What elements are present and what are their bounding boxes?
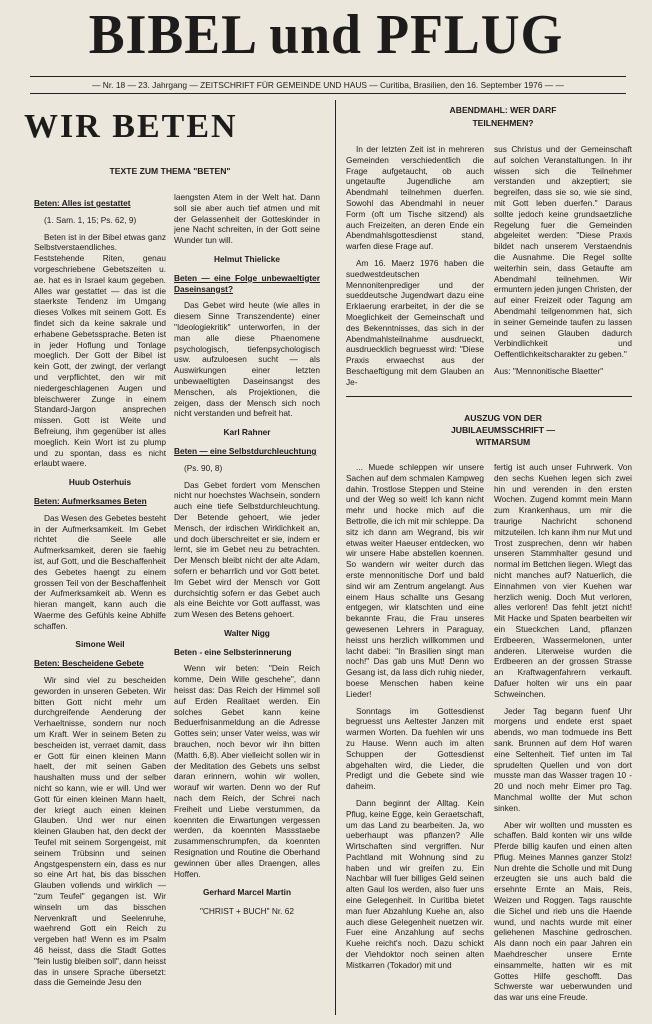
paragraph: ... Muede schleppen wir unsere Sachen auf dem schmalen Kampweg dahin. Trostlose Steppen und Steine und der Weg so weit! Ich kann nicht mehr und hocke mich auf die Bettrolle, die ich mit mir schleppe. Da sitz ich dann am Wegrand, bis wir etwas weiter Haeuser entdecken, wo wir unsere Habe abstellen koennen. So wandern wir weiter durch das erste mennonitische Dorf und bald sind wir am Zentrum angelangt. Aus einem Haus schallte uns Gesang entgegen, wir klatschten und eine bekannte Frau, die Frau unseres gewesenen Lehrers in Paraguay, heisst uns herzlich willkommen und lacht dabei: "In Brasilien singt man noch!" Das gab uns Mut! Denn wo Gesang ist, da lass dich ruhig nieder, boese Menschen haben keine Lieder! xyxy=(346,462,484,699)
author-name: Simone Weil xyxy=(75,639,125,650)
auszug-column-1 xyxy=(346,462,484,977)
subheading: Beten — eine Selbstdurchleuchtung xyxy=(174,445,317,456)
paragraph: Jeder Tag begann fuenf Uhr morgens und endete erst spaet abends, wo man todmuede ins Bett sank. Brunnen auf dem Hof waren eine Seltenheit. Tief unten im Tal sprudelten Quellen und von dort musste man das Wasser tragen 10 - 20 und noch mehr Eimer pro Tag. Manchmal wollte der Mut schon sinken. xyxy=(494,705,632,813)
paragraph: laengsten Atem in der Welt hat. Dann soll sie aber auch tief atmen und mit der Gelassenheit der Gotteskinder in jene Nacht schreiten, in der Gott seine Wunder tun will. xyxy=(174,192,320,246)
subheading: Beten: Aufmerksames Beten xyxy=(34,495,147,506)
paragraph: Wir sind viel zu bescheiden geworden in unseren Gebeten. Wir bitten Gott nicht mehr um durchgreifende Aenderung der Verhaeltnisse, sondern nur noch um Kraft. Wer in seinem Beten zu bescheiden ist, verraet damit, dass er Gott für einen kleinen Mann haelt, der mit seinen Gaben haushalten muss und der selber nicht so kann, wie er will. Und wer Gott für einen kleinen Mann haelt, der kriegt auch einen kleinen Glauben. Und wer nur einen kleinen Glauben hat, den deckt der Teufel mit seinem Sorgengeist, mit seinem Trübsinn und seinen Angstgespenstern ein, dass es nur so eine Art hat, bis das bisschen Glauben vollends und wirklich — "zum Teufel" gegangen ist. Wir winseln um das bisschen Nervenkraft und Seelenruhe, waehrend Gott ein Reich zu vergeben hat! Wenn es im Psalm 46 heisst, dass die Stadt Gottes "fein lustig bleiben soll", dann heisst das in unsere Sprache übersetzt: dass die Gemeinde Jesu den xyxy=(34,675,166,988)
bible-reference: (Ps. 90, 8) xyxy=(184,462,223,473)
paragraph: Dann beginnt der Alltag. Kein Pflug, keine Egge, kein Geraetschaft, um das Land zu bearbeiten. Ja, wo ueberhaupt was pflanzen? Alle Wirtschaften sind vergriffen. Nur Pachtland mit Wohnung sind zu haben und wir greifen zu. Ein Nachbar will fuer billiges Geld seinen alten Gaul los werden, also fuer uns eine Gelegenheit. In Curitiba bietet man fuer Abzahlung Kuehe an, also auch diese Gelegenheit nuetzen wir. Fuer eine Anzahlung auf sechs Kuehe reicht's noch. Dazu schickt der Viehdoktor noch seinen alten Mistkarren (Tokador) mit und xyxy=(346,797,484,970)
paragraph: sus Christus und der Gemeinschaft auf solchen Veranstaltungen. In ihr wissen sich die Teilnehmer verstanden und akzeptiert; sie begreifen, dass sie so, wie sie sind, mit Gott leben duerfen." Daraus sollte jedoch keine grundsaetzliche Regelung fuer die Gemeinden abgeleitet werden: "Diese Praxis bildet nach unserem Verstaendnis die Ausnahme. Die Regel sollte weiterhin sein, dass Getaufte am Abendmahl teilnehmen. Wir ermuntern jeden jungen Christen, der auf einer Freizeit oder Tagung am Abendmahl teilgenommen hat, sich in seiner Gemeinde taufen zu lassen und seinen Glauben dadurch Verbindlichkeit und Oeffentlichkeitscharakter zu geben." xyxy=(494,144,632,360)
author-name: Walter Nigg xyxy=(224,627,270,638)
source-citation: "CHRIST + BUCH" Nr. 62 xyxy=(199,906,295,917)
subheading: Beten: Alles ist gestattet xyxy=(34,198,131,208)
subheading: Beten - eine Selbsterinnerung xyxy=(174,646,292,657)
paragraph: In der letzten Zeit ist in mehreren Gemeinden verschiedentlich die Frage aufgetaucht, ob auch ungetaufte Jugendliche am Abendmahl teilnehmen duerfen. Sowohl das Abendmahl in neuer Form (oft um Tische sitzend) als auch Freizeiten, an deren Ende ein Abendmahlsgottesdienst stand, warfen diese Frage auf. xyxy=(346,144,484,252)
subheading: Beten — eine Folge unbewaeltigter Daseinsangst? xyxy=(174,272,320,294)
section-divider xyxy=(346,396,632,397)
bible-reference: (1. Sam. 1, 15; Ps. 62, 9) xyxy=(44,214,137,225)
subheading: Beten: Bescheidene Gebete xyxy=(34,658,144,669)
paragraph: Aber wir wollten und mussten es schaffen. Bald konten wir uns wilde Pferde billig kaufen und einen alten Pflug. Meines Mannes ganzer Stolz! Nun drehte die Scholle und mit Dung erzeugten sie uns auch bald die ersehnte Ernte an Mais, Reis, Weizen und Roggen. Tags rauschte die Sichel und rieb uns die Haende wund, und nachts wurde mit einer geliehenen Maschine gedroschen. Als dann noch ein paar Jahren ein Maehdrescher unsere Ernte einsammelte, hatten wir es mit Gottes Hilfe geschofft. Das Schwerste war ueberwunden und das war uns eine Freude. xyxy=(494,819,632,1003)
author-name: Helmut Thielicke xyxy=(214,253,280,264)
author-name: Huub Osterhuis xyxy=(68,477,132,488)
abendmahl-column-2 xyxy=(494,144,632,383)
paragraph: fertig ist auch unser Fuhrwerk. Von den sechs Kuehen legen sich zwei hin und verenden in den ersten Wochen. Zugend kommt mein Mann zum Krankenhaus, um mir die traurige Nachricht schonend mitzuteilen. Ich kann ihm nur Mut und Trost zusprechen, denn wir haben unseren Stammhalter gesund und normal im Bettchen liegen. Wiegt das nicht manches auf? Natuerlich, die Einnahmen von vier Kuehen war herzlich wenig. Doch Mut verloren, alles verloren! Das fehlt jetzt nicht! Mit Hacke und Spaten bearbeiten wir ein Stueckchen Land, pflanzen Erdbeeren, Wassermelonen, unter anderen. Literweise wurden die Erdbeeren an der grossen Strasse an Kraftwagenfahrern verkauft. Dafuer holten wir uns ein paar Schweinchen. xyxy=(494,462,632,699)
column-1 xyxy=(34,192,166,994)
paragraph: Das Wesen des Gebetes besteht in der Aufmerksamkeit. Im Gebet richtet die Seele alle Aufmerksamkeit, deren sie faehig ist, auf Gott, und die Beschaffenheit des Gebetes haengt zu einem grossen Teil von der Beschaffenheit der Aufmerksamkeit ab. Wenn es hieran mangelt, kann auch die Waerme des Gefühls keine Abhilfe schaffen. xyxy=(34,512,166,631)
issue-line: — Nr. 18 — 23. Jahrgang — ZEITSCHRIFT FÜR GEMEINDE UND HAUS — Curitiba, Brasilien, den 16. September 1976 — — xyxy=(92,80,564,90)
abendmahl-title-line2: TEILNEHMEN? xyxy=(472,118,534,128)
paragraph: Das Gebet fordert vom Menschen nicht nur hoechstes Wachsein, sondern auch eine tiefe Selbstdurchleuchtung. Der Betende gehoert, wie jeder Mensch, der irdischen Wirklichkeit an, und doch überschreitet er sie, indem er lernt, sie im Gebet neu zu betrachten. Der Mensch bleibt nicht der alte Adam, sofern er beharrlich und vor Gott betet. Im Gebet wird der Mensch vor Gott durchsichtig sofern er das Gebet auch als eine Beichte vor Gott auffasst, was zum Wesen des Betens gehoert. xyxy=(174,479,320,620)
paragraph: Wenn wir beten: "Dein Reich komme, Dein Wille geschehe", dann heisst das: Das Reich der Himmel soll auf Erden Realitaet werden. Ein solches Gebet kann keine Beduerfnisanmeldung an die Adresse Gottes sein; unser Vater weiss, was wir brauchen, noch bevor wir ihn bitten (Matth. 6,8). Aber vielleicht sollen wir in der Meditation des Gebets uns selbst daran erinnern, wohin wir wollen, worauf wir warten. Denn wo der Ruf nach dem Reich, der Schrei nach Freiheit und Liebe verstummen, da koennten die Erwartungen vergessen werden, da koennten Massstaebe zusammenschrumpfen, da koennten Resignation und Routine die Oberhand gewinnen über alles Draengen, alles Hoffen. xyxy=(174,663,320,879)
theme-title: TEXTE ZUM THEMA "BETEN" xyxy=(109,166,231,176)
masthead-rule-top xyxy=(30,76,626,77)
page-title: WIR BETEN xyxy=(24,108,238,145)
abendmahl-title-line1: ABENDMAHL: WER DARF xyxy=(449,105,557,115)
paragraph: Das Gebet wird heute (wie alles in diesem Sinne Transzendente) einer "Ideologiekritik" unterworfen, in der man alle diese Phaenomene psychologisch, tiefenpsychologisch usw. aufzuloesen sucht — als Auswirkungen einer letzten unbewaeltigten Daseinsangst des Menschen, als Projektionen, die zeigen, dass der Mensch sich noch nicht verstanden und befreit hat. xyxy=(174,300,320,419)
abendmahl-column-1 xyxy=(346,144,484,394)
author-name: Karl Rahner xyxy=(223,427,271,438)
auszug-title-line1: AUSZUG VON DER xyxy=(464,413,542,423)
auszug-title xyxy=(403,412,603,448)
column-2 xyxy=(174,192,320,925)
paragraph: Sonntags im Gottesdienst begruesst uns Aeltester Janzen mit warmen Worten. Da fuehlen wir uns zu Hause. Wenn auch im alten Schuppen der Gottesdienst abgehalten wird, die Lieder, die Predigt und die Gebete sind wie daheim. xyxy=(346,705,484,792)
author-name: Gerhard Marcel Martin xyxy=(202,887,292,898)
masthead-rule-bottom xyxy=(30,93,626,94)
paragraph: Am 16. Maerz 1976 haben die suedwestdeutschen Mennonitenprediger und der sueddeutsche Jugendwart dazu eine Erklaerung erarbeitet, in der die se Moeglichkeit der Gemeinschaft und des Bekenntnisses, das sich in der Abendmahlsteilnahme ausdrueckt, ausdruecklich begruesst wird: "Diese Praxis erwaechst aus der Beschaeftigung mit dem Glauben an Je- xyxy=(346,257,484,387)
auszug-title-line2: JUBILAEUMSSCHRIFT — xyxy=(450,425,556,435)
auszug-title-line3: WITMARSUM xyxy=(475,437,531,447)
masthead-title: BIBEL und PFLUG xyxy=(88,4,564,66)
auszug-column-2 xyxy=(494,462,632,1009)
abendmahl-title xyxy=(403,104,603,130)
column-divider xyxy=(335,100,336,1015)
paragraph: Beten ist in der Bibel etwas ganz Selbstverstaendliches. Feststehende Riten, genau vorgeschriebene Gebetszeiten u. ae. hat es in Israel kaum gegeben. Alles war gestattet — das ist die staerkste Tendenz im Umgang dieses Volkes mit seinem Gott. Es findet sich da keine sakrale und erhabene Gebetssprache. Beten ist in jeder Hoflung und Tonlage moeglich. Der Gott der Bibel ist kein Gott, der zwingt, der verlangt und verpflichtet, den wir mit niedergeschlagenen Augen und bleischwerer Zunge in einem Standard-Jargon ansprechen missen. Gott ist Weite und Befreiung, ihm gegenüber ist alles moeglich. Kein Wort ist zu plump und zu spontan, dass es nicht erlaubt waere. xyxy=(34,231,166,469)
source-citation: Aus: "Mennonitische Blaetter" xyxy=(494,365,604,376)
